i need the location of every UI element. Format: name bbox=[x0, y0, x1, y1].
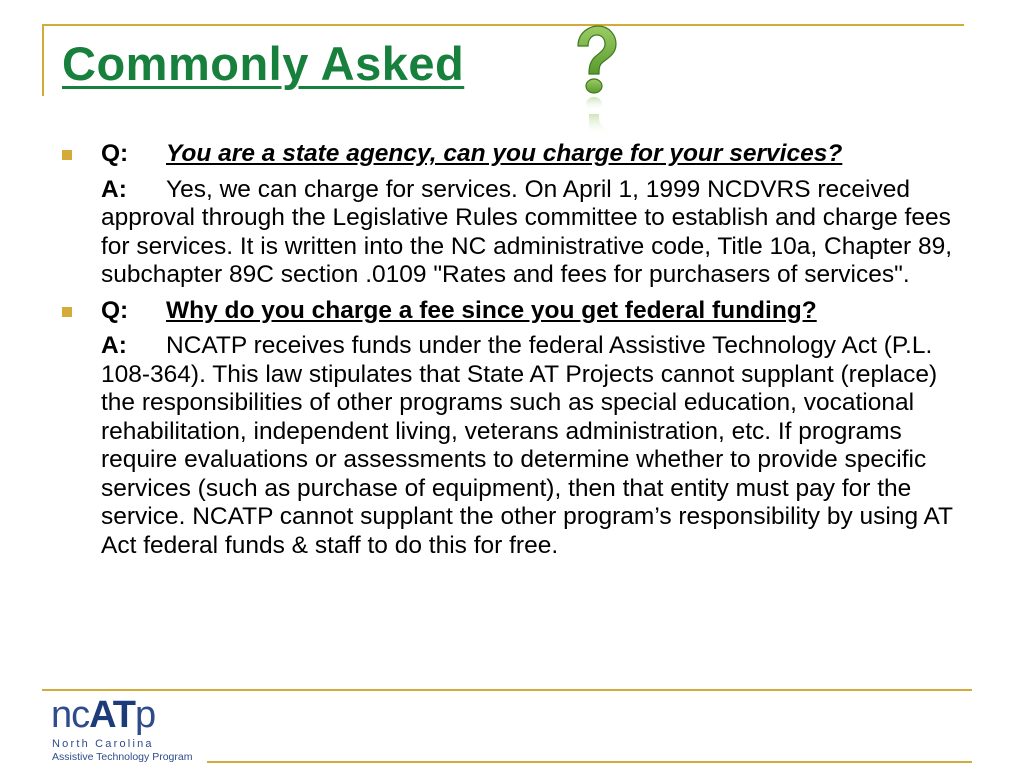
question-text: You are a state agency, can you charge for your services? bbox=[166, 140, 843, 167]
square-bullet-icon bbox=[62, 307, 72, 317]
question-2 bbox=[101, 297, 972, 326]
square-bullet-icon bbox=[62, 150, 72, 160]
question-label: Q: bbox=[101, 296, 129, 324]
question-1 bbox=[101, 140, 972, 169]
answer-label: A: bbox=[101, 175, 127, 203]
left-border-line bbox=[42, 24, 44, 96]
answer-1 bbox=[101, 176, 972, 290]
answer-label: A: bbox=[101, 332, 127, 359]
question-mark-icon bbox=[570, 24, 620, 136]
logo-program: Assistive Technology Program bbox=[52, 751, 193, 763]
ncatp-logo bbox=[48, 694, 208, 766]
answer-2 bbox=[101, 332, 972, 560]
question-text: Why do you charge a fee since you get federal funding? bbox=[166, 296, 817, 324]
answer-text: Yes, we can charge for services. On April 1, 1999 NCDVRS received approval through the Legislative Rules committee to establish and charge fees for services. It is written into the NC administrative code, Title 10a, Chapter 89, subchapter 89C section .0109 "Rates and fees for purchasers of services". bbox=[101, 175, 953, 288]
logo-suffix: p bbox=[134, 694, 156, 736]
footer-border-line bbox=[207, 761, 972, 763]
answer-text: NCATP receives funds under the federal Assistive Technology Act (P.L. 108-364). This law stipulates that State AT Projects cannot supplant (replace) the responsibilities of other programs such as special education, vocational rehabilitation, independent living, veterans administration, etc. If programs require evaluations or assessments to determine whether to provide specific services (such as purchase of equipment), then that entity must pay for the service. NCATP cannot supplant the other program’s responsibility by using AT Act federal funds & staff to do this for free. bbox=[101, 332, 953, 559]
logo-state: North Carolina bbox=[52, 738, 154, 750]
top-border-line bbox=[42, 24, 964, 26]
bottom-border-line bbox=[42, 689, 972, 691]
logo-prefix: nc bbox=[51, 694, 90, 736]
question-label: Q: bbox=[101, 140, 129, 167]
faq-item-1 bbox=[62, 140, 972, 290]
logo-highlight: AT bbox=[89, 694, 135, 736]
logo-wordmark bbox=[51, 694, 155, 737]
faq-item-2 bbox=[62, 297, 972, 561]
slide-title: Commonly Asked bbox=[62, 37, 465, 90]
faq-content bbox=[62, 140, 972, 567]
